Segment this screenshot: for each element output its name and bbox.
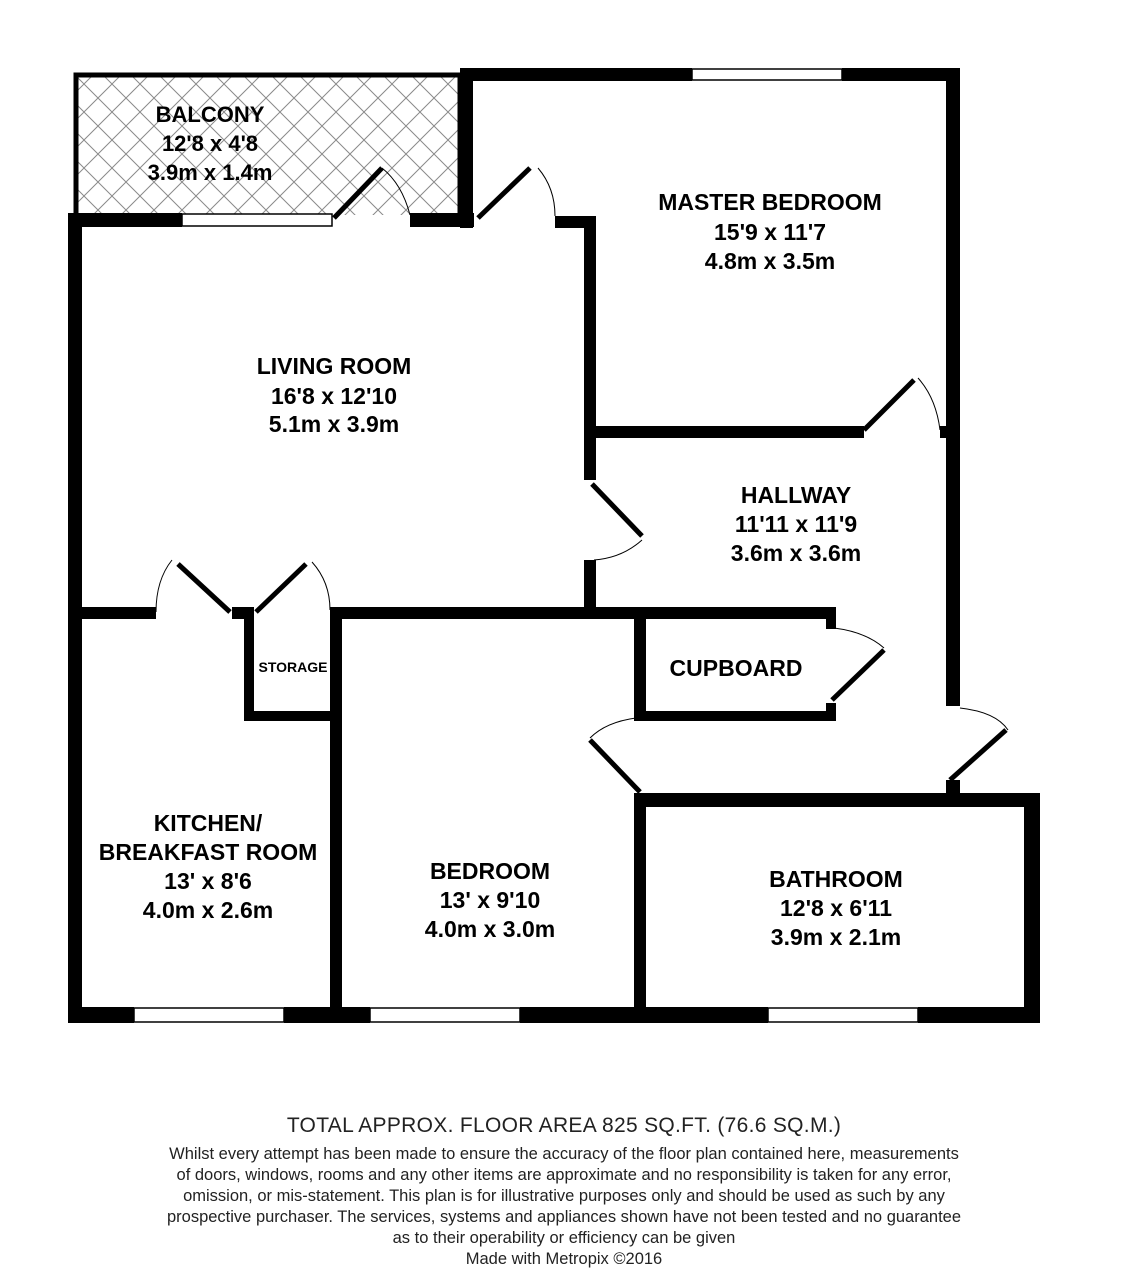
- bathroom-metric: 3.9m x 2.1m: [770, 924, 902, 950]
- door-master-bedroom: [478, 168, 555, 218]
- master-bedroom-name: MASTER BEDROOM: [658, 189, 882, 215]
- living-room-metric: 5.1m x 3.9m: [268, 411, 400, 437]
- door-cupboard: [832, 628, 884, 700]
- disclaimer-line: omission, or mis-statement. This plan is for illustrative purposes only and should be used as such by any: [183, 1187, 945, 1205]
- doors: [156, 168, 1008, 792]
- hallway-name: HALLWAY: [740, 482, 852, 508]
- disclaimer: [0, 1144, 1128, 1270]
- living-room-name: LIVING ROOM: [256, 353, 412, 379]
- bathroom-name: BATHROOM: [769, 866, 903, 892]
- metropix-credit: Made with Metropix ©2016: [465, 1250, 663, 1268]
- door-entrance: [950, 708, 1008, 780]
- balcony-imperial: 12'8 x 4'8: [161, 131, 259, 156]
- balcony-name: BALCONY: [155, 102, 265, 127]
- door-bedroom: [590, 718, 640, 792]
- living-room-imperial: 16'8 x 12'10: [270, 383, 398, 409]
- disclaimer-line: Whilst every attempt has been made to ensure the accuracy of the floor plan contained here, measurements: [169, 1145, 959, 1163]
- window-bathroom: [768, 1008, 918, 1022]
- total-floor-area: TOTAL APPROX. FLOOR AREA 825 SQ.FT. (76.6 SQ.M.): [286, 1114, 842, 1137]
- door-storage: [256, 562, 330, 612]
- bedroom-imperial: 13' x 9'10: [439, 887, 541, 913]
- cupboard-name: CUPBOARD: [669, 655, 803, 681]
- bedroom-name: BEDROOM: [429, 858, 551, 884]
- door-living-hallway: [592, 484, 642, 560]
- master-bedroom-imperial: 15'9 x 11'7: [714, 219, 826, 245]
- window-living-room: [182, 214, 332, 226]
- master-bedroom-metric: 4.8m x 3.5m: [704, 248, 836, 274]
- hallway-imperial: 11'11 x 11'9: [734, 511, 858, 537]
- disclaimer-line: prospective purchaser. The services, systems and appliances shown have not been tested and no guarantee: [166, 1208, 962, 1226]
- kitchen-metric: 4.0m x 2.6m: [142, 897, 274, 923]
- bathroom-imperial: 12'8 x 6'11: [780, 895, 892, 921]
- window-master-bedroom: [692, 69, 842, 80]
- bedroom-metric: 4.0m x 3.0m: [424, 916, 556, 942]
- disclaimer-line: as to their operability or efficiency can be given: [392, 1229, 736, 1247]
- balcony-metric: 3.9m x 1.4m: [147, 160, 273, 185]
- hallway-metric: 3.6m x 3.6m: [730, 540, 862, 566]
- room-labels: [99, 102, 903, 950]
- disclaimer-line: of doors, windows, rooms and any other items are approximate and no responsibility is taken for any error,: [176, 1166, 952, 1184]
- storage-name: STORAGE: [258, 659, 328, 675]
- window-bedroom: [370, 1008, 520, 1022]
- door-kitchen: [156, 560, 230, 612]
- kitchen-name-line1: KITCHEN/: [153, 810, 263, 836]
- kitchen-name-line2: BREAKFAST ROOM: [98, 839, 318, 865]
- door-master-hallway: [864, 378, 940, 430]
- window-kitchen: [134, 1008, 284, 1022]
- kitchen-imperial: 13' x 8'6: [164, 868, 252, 894]
